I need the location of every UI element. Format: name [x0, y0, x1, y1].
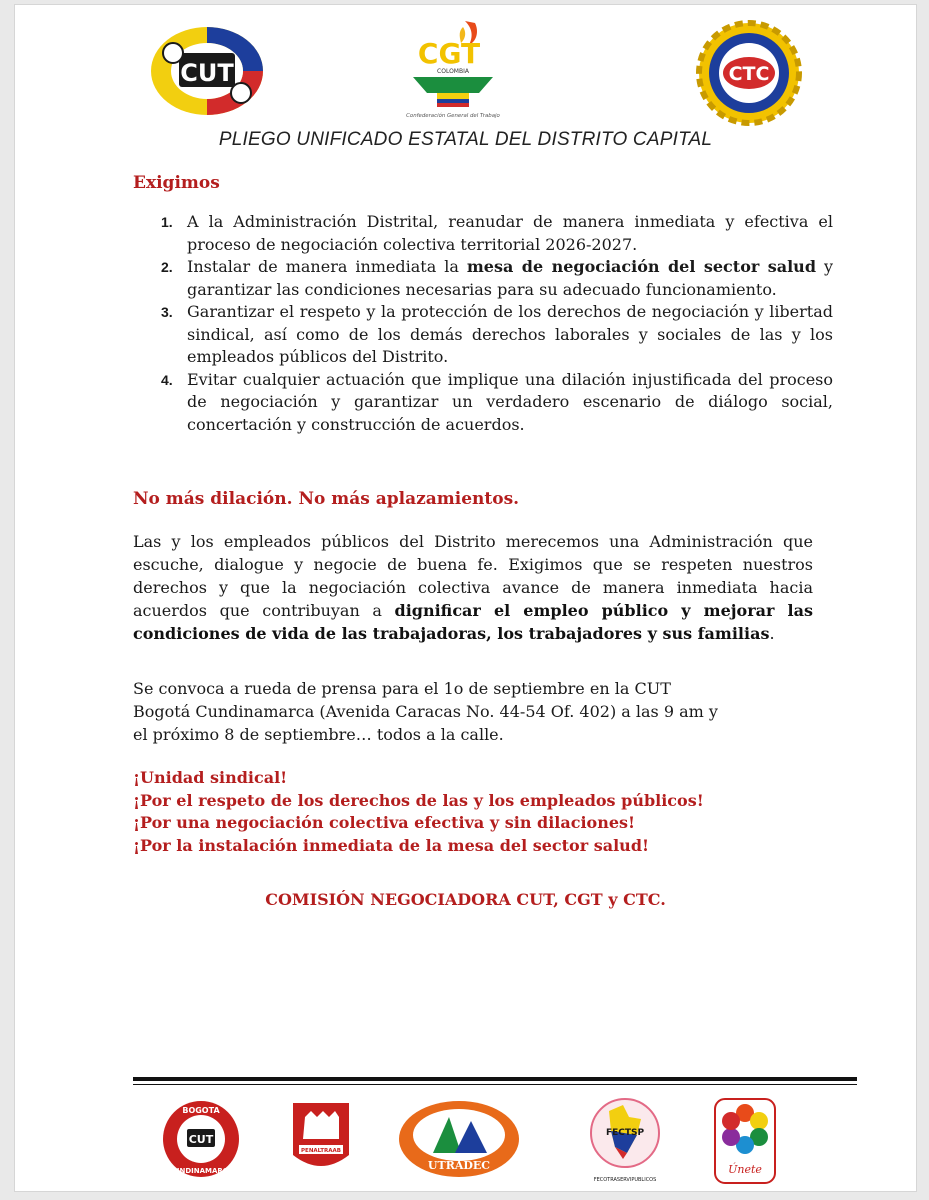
utradec-logo: [397, 1099, 521, 1179]
list-item-number: 4.: [161, 371, 173, 388]
cgt-logo: [403, 15, 503, 125]
statement-paragraph: [133, 530, 813, 645]
slogan: ¡Por el respeto de los derechos de las y los empleados públicos!: [133, 790, 704, 810]
slogans-list: [133, 767, 833, 857]
fecotraservipublicos-logo: [585, 1095, 665, 1187]
cut-bogota-cundinamarca-logo: [161, 1099, 241, 1179]
list-item: [133, 256, 833, 301]
convocation-paragraph: Se convoca a rueda de prensa para el 1o de septiembre en la CUT Bogotá Cundinamarca (Avenida Caracas No. 44-54 Of. 402) a las 9 am y el próximo 8 de septiembre… todos a la calle.: [133, 679, 718, 744]
statement-emphasis: dignificar el empleo público y mejorar las condiciones de vida de las trabajadoras, los trabajadores y sus familias: [133, 601, 813, 643]
cgt-logo-subtitle: COLOMBIA: [437, 68, 469, 75]
cut-bogota-top-text: BOGOTA: [182, 1106, 220, 1115]
slogan: ¡Por la instalación inmediata de la mesa del sector salud!: [133, 835, 650, 855]
list-item: [133, 369, 833, 437]
utradec-logo-text: UTRADEC: [427, 1159, 491, 1172]
cut-logo-text: CUT: [180, 59, 234, 87]
cgt-logo-caption: Confederación General del Trabajo: [406, 113, 500, 119]
document-page: [14, 4, 917, 1192]
document-title: PLIEGO UNIFICADO ESTATAL DEL DISTRITO CAPITAL: [218, 129, 713, 150]
list-item-number: 2.: [161, 259, 173, 275]
statement-text-end: .: [769, 624, 775, 643]
statement-text: Las y los empleados públicos del Distrito merecemos una Administración que escuche, dialogue y negocie de buena fe. Exigimos que se respeten nuestros derechos y que la negociación colectiva avance de manera inmediata hacia acuerdos que contribuyan a: [133, 532, 813, 620]
slogan: ¡Unidad sindical!: [133, 768, 288, 787]
ctc-logo-text: CTC: [728, 63, 770, 85]
list-item-text: Instalar de manera inmediata la: [187, 257, 467, 276]
list-item-text: A la Administración Distrital, reanudar de manera inmediata y efectiva el proceso de negociación colectiva territorial 2026-2027.: [187, 212, 833, 254]
ctc-logo: [695, 19, 803, 127]
cut-bogota-bottom-text: CUNDINAMARCA: [168, 1167, 234, 1175]
demands-list: [133, 211, 833, 436]
signature: COMISIÓN NEGOCIADORA CUT, CGT y CTC.: [265, 890, 666, 909]
list-item-text: Evitar cualquier actuación que implique una dilación injustificada del proceso de negociación y garantizar un verdadero escenario de diálogo social, concertación y construcción de acuerdos.: [187, 369, 833, 434]
cut-logo: [147, 19, 271, 119]
statement-heading: No más dilación. No más aplazamientos.: [133, 489, 520, 509]
slogan: ¡Por una negociación colectiva efectiva y sin dilaciones!: [133, 813, 636, 832]
list-item-emphasis: mesa de negociación del sector salud: [466, 257, 817, 276]
list-item-text-end: y garantizar las condiciones necesarias para su adecuado funcionamiento.: [187, 257, 834, 299]
list-item-number: 3.: [161, 304, 173, 320]
list-item: [133, 301, 833, 369]
footer-divider-thin: [133, 1084, 857, 1085]
list-item: [133, 211, 833, 256]
penaltraab-logo-text: PENALTRAAB: [301, 1148, 341, 1154]
demands-heading: Exigimos: [133, 173, 220, 193]
penaltraab-logo: [285, 1099, 357, 1179]
unete-logo: [711, 1095, 779, 1187]
list-item-text: Garantizar el respeto y la protección de los derechos de negociación y libertad sindical, así como de los demás derechos laborales y sociales de las y los empleados públicos del Distrito.: [187, 302, 833, 366]
fectsp-logo-text: FECTSP: [605, 1128, 645, 1138]
cut-bogota-center-text: CUT: [188, 1133, 214, 1146]
list-item-number: 1.: [161, 214, 173, 230]
cgt-logo-text: CGT: [417, 37, 481, 70]
fectsp-logo-ring-text: FECOTRASERVIPUBLICOS: [593, 1177, 657, 1183]
footer-divider: [133, 1077, 857, 1081]
unete-logo-text: Únete: [728, 1163, 762, 1176]
